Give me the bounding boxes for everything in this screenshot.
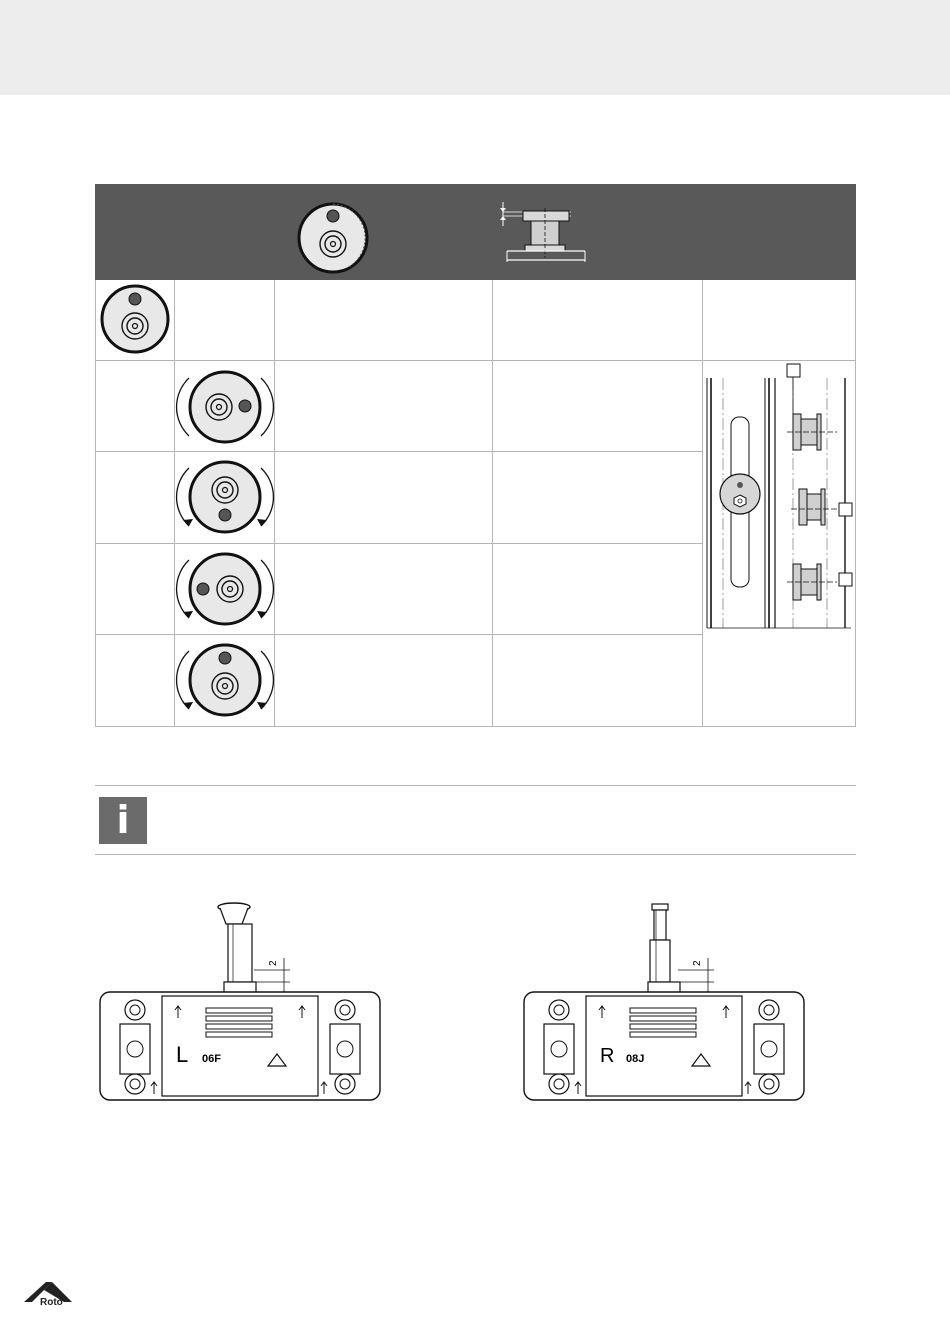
page-header-band xyxy=(0,0,950,95)
roller-height-header-icon xyxy=(493,196,593,266)
info-rule-bottom xyxy=(95,854,856,855)
roto-logo xyxy=(22,1280,78,1308)
left-bracket-drawing xyxy=(98,898,382,1104)
roller-position-right-icon xyxy=(175,364,275,450)
right-dimension-label: 2 xyxy=(692,960,703,966)
right-part-code: 08J xyxy=(626,1053,645,1065)
info-rule-top xyxy=(95,785,856,786)
adjustment-table xyxy=(95,184,856,727)
sash-roller-positions-drawing xyxy=(703,362,855,632)
table-header-row xyxy=(95,184,856,280)
left-side-letter: L xyxy=(176,1042,189,1067)
roller-position-left-icon xyxy=(175,546,275,634)
right-bracket-drawing xyxy=(522,898,806,1104)
info-icon: i xyxy=(99,797,147,844)
right-side-letter: R xyxy=(600,1045,615,1067)
roller-position-bottom-icon xyxy=(175,454,275,542)
left-dimension-label: 2 xyxy=(268,960,279,966)
roller-reference-icon xyxy=(98,282,172,356)
roto-logo-text: Roto xyxy=(40,1297,63,1308)
left-part-code: 06F xyxy=(202,1053,221,1065)
eccentric-roller-header-icon xyxy=(295,200,375,276)
roller-position-top-icon xyxy=(175,637,275,725)
